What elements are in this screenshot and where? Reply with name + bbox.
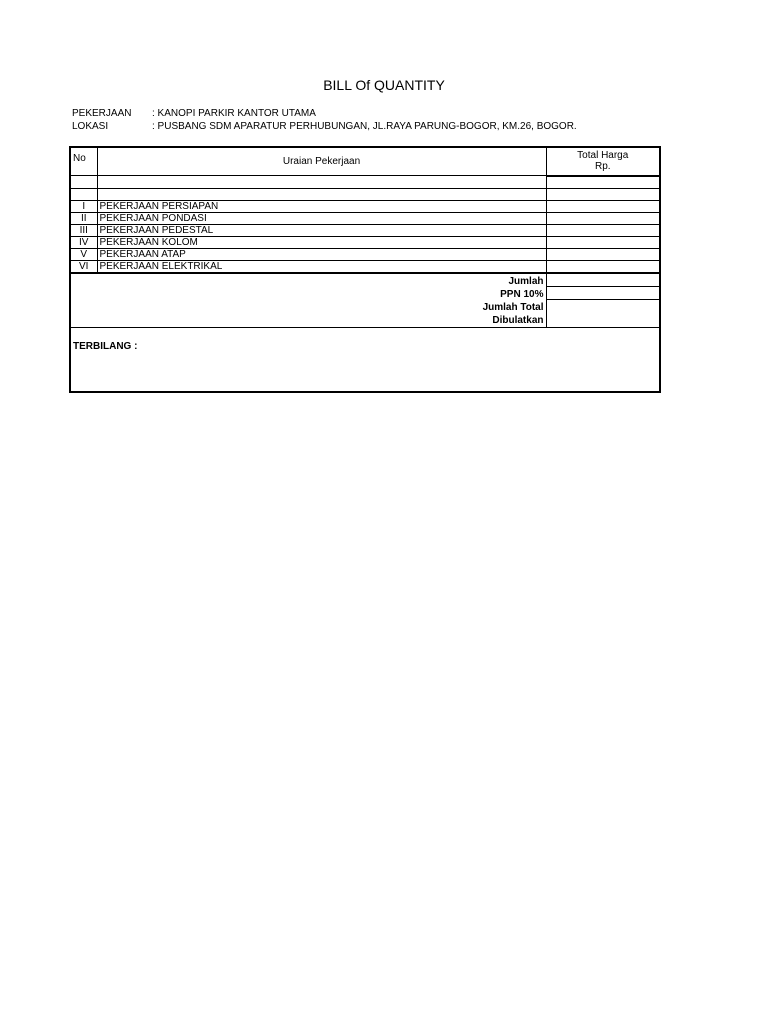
summary-labels: [70, 273, 546, 328]
item-no: V: [70, 248, 97, 260]
meta-pekerjaan: [72, 108, 316, 119]
header-total-line1: Total Harga: [577, 150, 629, 162]
summary-row: [70, 273, 660, 328]
table-header-row: [70, 147, 660, 176]
lokasi-label: LOKASI: [72, 121, 109, 132]
item-no: VI: [70, 260, 97, 273]
summary-jumlah-value: [547, 274, 660, 287]
header-uraian: Uraian Pekerjaan: [97, 147, 546, 176]
terbilang-row: [70, 327, 660, 392]
terbilang-label: TERBILANG :: [70, 327, 660, 392]
item-no: IV: [70, 236, 97, 248]
summary-values: [546, 273, 660, 328]
summary-jumlah-label: Jumlah: [508, 275, 544, 287]
summary-ppn-value: [547, 287, 660, 300]
summary-total-value: [547, 300, 660, 324]
item-desc: PEKERJAAN PONDASI: [97, 212, 546, 224]
table-row: [70, 248, 660, 260]
item-desc: PEKERJAAN ELEKTRIKAL: [97, 260, 546, 273]
meta-lokasi: [72, 121, 577, 132]
boq-table: [69, 146, 661, 393]
header-total-line2: Rp.: [594, 161, 611, 173]
item-no: III: [70, 224, 97, 236]
item-total: [546, 236, 660, 248]
item-desc: PEKERJAAN PEDESTAL: [97, 224, 546, 236]
item-total: [546, 212, 660, 224]
item-total: [546, 200, 660, 212]
table-row: [70, 236, 660, 248]
item-no: II: [70, 212, 97, 224]
table-row: [70, 212, 660, 224]
header-total: [546, 147, 660, 176]
document-title: BILL Of QUANTITY: [323, 77, 445, 93]
item-total: [546, 260, 660, 273]
blank-row: [70, 188, 660, 200]
summary-dibulatkan-label: Dibulatkan: [492, 314, 544, 326]
item-desc: PEKERJAAN KOLOM: [97, 236, 546, 248]
pekerjaan-value: : KANOPI PARKIR KANTOR UTAMA: [152, 108, 316, 119]
table-row: [70, 260, 660, 273]
item-total: [546, 224, 660, 236]
blank-row: [70, 176, 660, 189]
item-total: [546, 248, 660, 260]
summary-ppn-label: PPN 10%: [500, 288, 544, 300]
pekerjaan-label: PEKERJAAN: [72, 108, 132, 119]
header-no: No: [70, 147, 97, 176]
item-desc: PEKERJAAN PERSIAPAN: [97, 200, 546, 212]
table-row: [70, 224, 660, 236]
table-row: [70, 200, 660, 212]
item-no: I: [70, 200, 97, 212]
summary-jumlah-total-label: Jumlah Total: [482, 301, 544, 313]
lokasi-value: : PUSBANG SDM APARATUR PERHUBUNGAN, JL.RAYA PARUNG-BOGOR, KM.26, BOGOR.: [152, 121, 577, 132]
item-desc: PEKERJAAN ATAP: [97, 248, 546, 260]
